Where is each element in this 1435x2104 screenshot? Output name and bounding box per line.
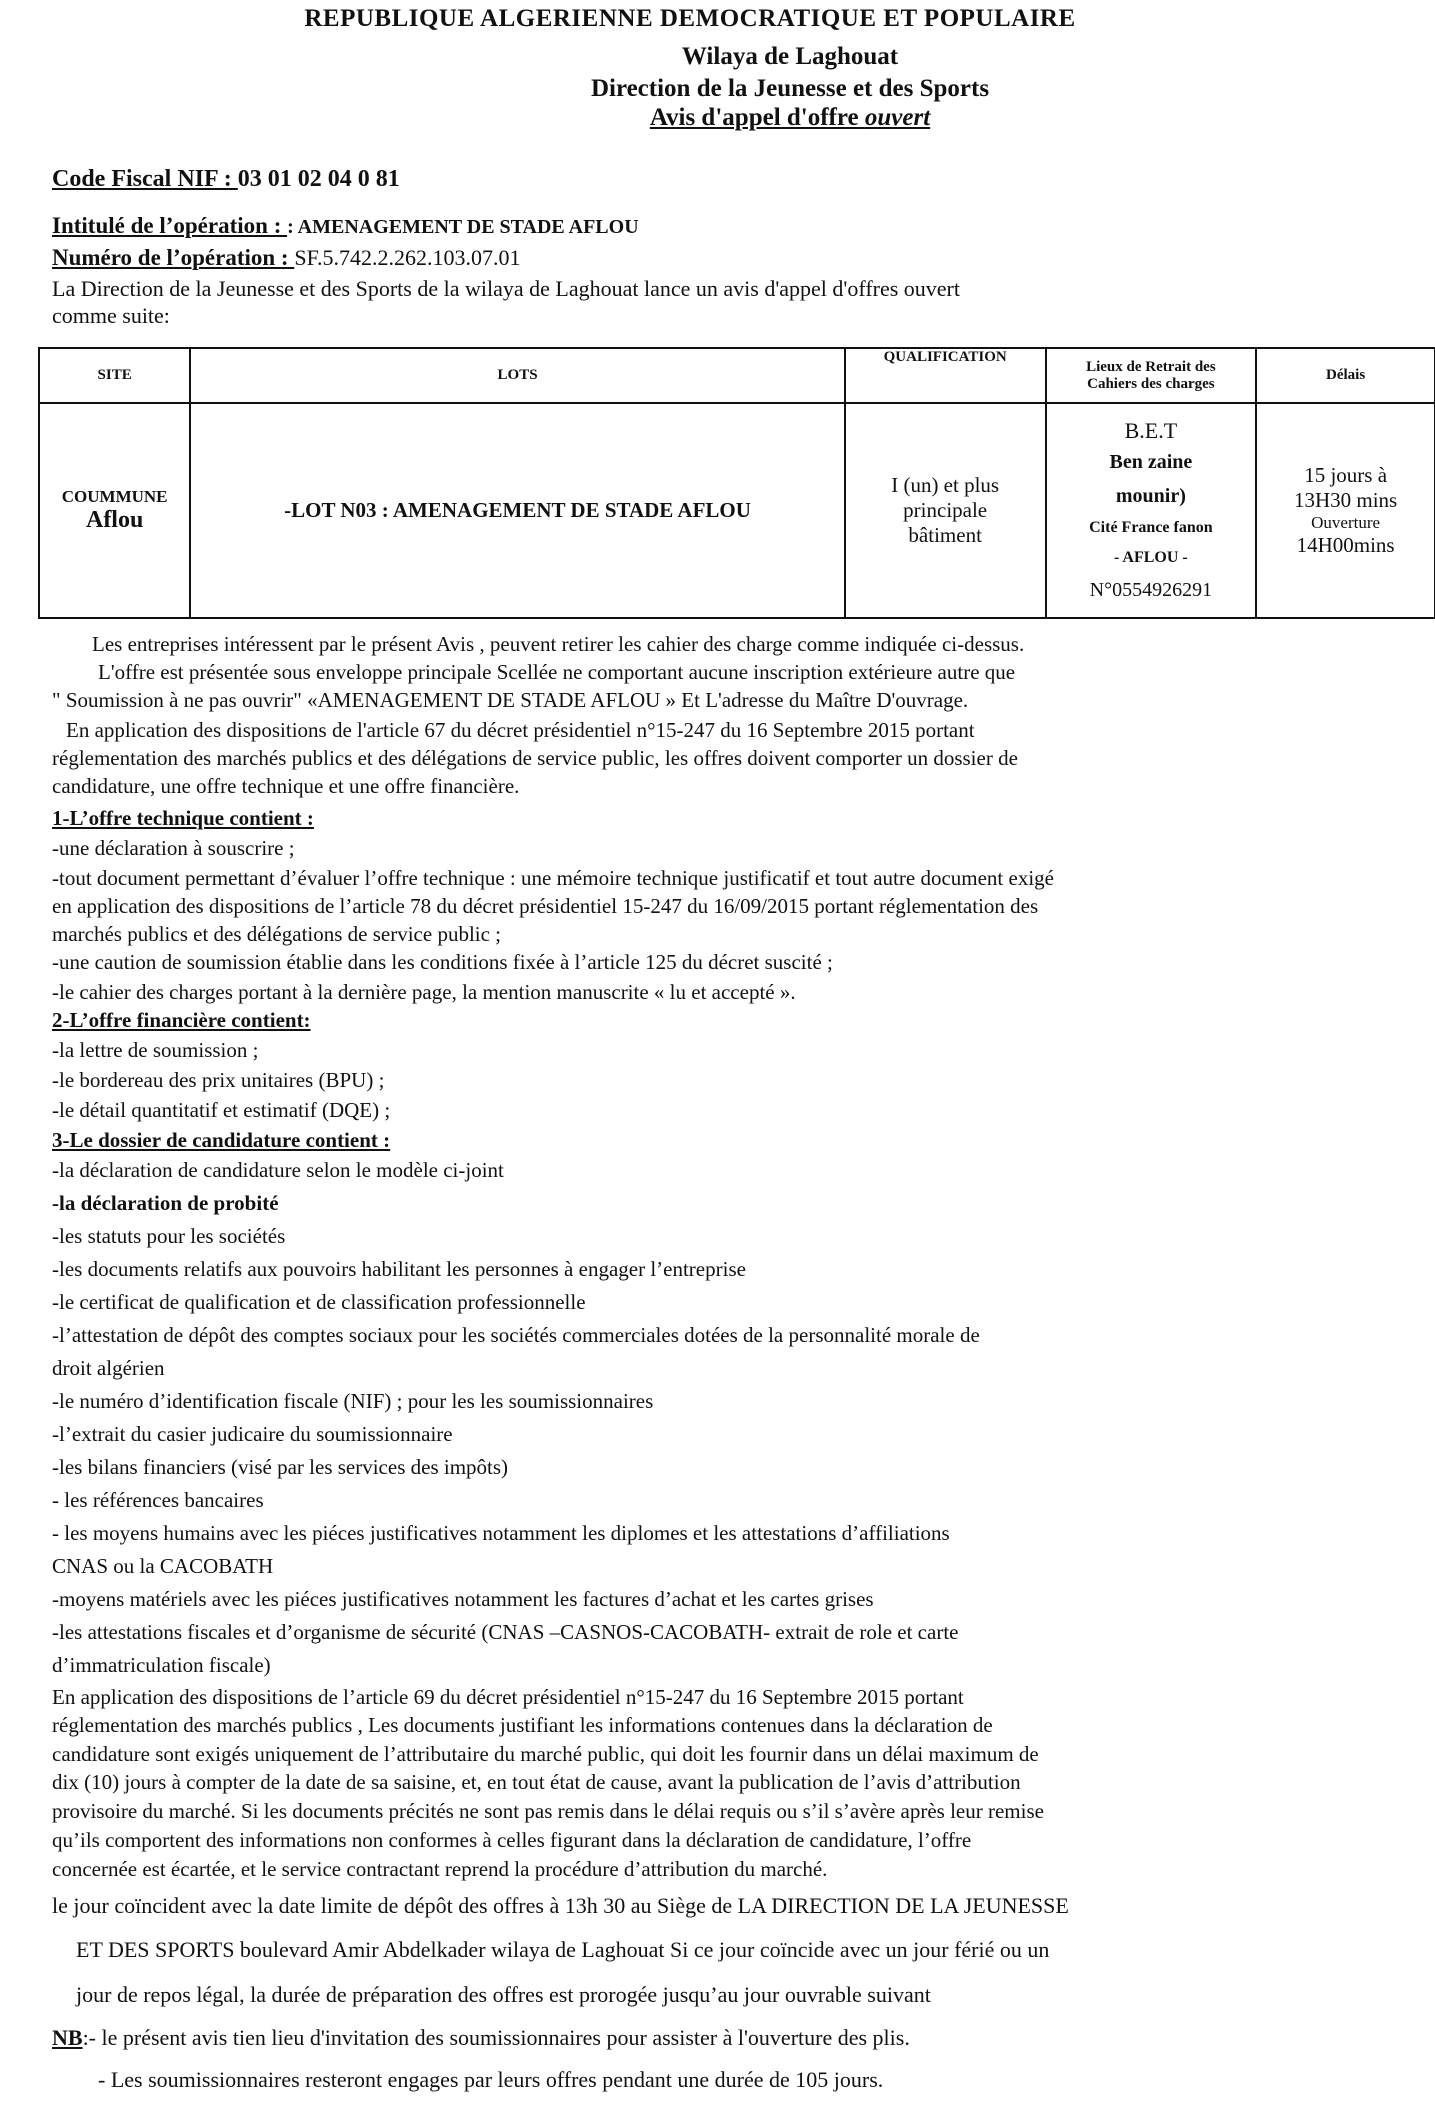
avis-text: Avis d'appel d'offre: [649, 104, 865, 131]
operation-value: : AMENAGEMENT DE STADE AFLOU: [287, 216, 639, 238]
header-site: SITE: [39, 348, 190, 403]
operation-number-label: Numéro de l’opération :: [52, 245, 295, 270]
article-69-line-4: dix (10) jours à compter de la date de sa saisine, et, en tout état de cause, avant la publication de l’avis d’attribution: [52, 1770, 1021, 1794]
operation-number-line: [52, 245, 521, 271]
technical-item-1: -une déclaration à souscrire ;: [52, 836, 295, 860]
lieu-name-1: Ben zaine: [1109, 450, 1193, 473]
para-6: candidature, une offre technique et une offre financière.: [52, 774, 520, 798]
nb-text-1: :- le présent avis tien lieu d'invitation des soumissionnaires pour assister à l'ouverture des plis.: [82, 2025, 910, 2050]
candidature-item-10: -les bilans financiers (visé par les services des impôts): [52, 1455, 509, 1479]
intro-line-1: La Direction de la Jeunesse et des Sports de la wilaya de Laghouat lance un avis d'appel d'offres ouvert: [52, 276, 960, 301]
financial-item-1: -la lettre de soumission ;: [52, 1038, 259, 1062]
deposit-line-3: jour de repos légal, la durée de préparation des offres est prorogée jusqu’au jour ouvrable suivant: [76, 1982, 931, 2007]
nif-label: Code Fiscal NIF :: [52, 166, 238, 192]
header-avis: [140, 104, 1435, 132]
candidature-item-9: -l’extrait du casier judicaire du soumissionnaire: [52, 1422, 453, 1446]
candidature-item-1: -la déclaration de candidature selon le modèle ci-joint: [52, 1158, 504, 1182]
candidature-item-3: -les statuts pour les sociétés: [52, 1224, 286, 1248]
lieu-name-2: mounir): [1115, 484, 1186, 507]
article-69-line-2: réglementation des marchés publics , Les documents justifiant les informations contenues dans la déclaration de: [52, 1713, 993, 1737]
technical-item-6: -le cahier des charges portant à la dernière page, la mention manuscrite « lu et accepté ».: [52, 980, 796, 1004]
para-1: Les entreprises intéressent par le présent Avis , peuvent retirer les cahier des charge comme indiquée ci-dessus.: [92, 632, 1025, 656]
financial-item-3: -le détail quantitatif et estimatif (DQE) ;: [52, 1098, 391, 1122]
deposit-line-1: le jour coïncident avec la date limite de dépôt des offres à 13h 30 au Siège de LA DIRECTION DE LA JEUNESSE: [52, 1893, 1069, 1918]
para-2: L'offre est présentée sous enveloppe principale Scellée ne comportant aucune inscription extérieure autre que: [98, 660, 1016, 684]
candidature-item-14: -moyens matériels avec les piéces justificatives notamment les factures d’achat et les cartes grises: [52, 1587, 874, 1611]
financial-item-2: -le bordereau des prix unitaires (BPU) ;: [52, 1068, 385, 1092]
cell-delais: [1256, 403, 1435, 618]
candidature-item-13: CNAS ou la CACOBATH: [52, 1554, 274, 1578]
cell-site: [39, 403, 190, 618]
header-delais: Délais: [1256, 348, 1435, 403]
delai-line-2: 13H30 mins: [1293, 488, 1398, 512]
qual-line-2: principale: [903, 498, 988, 522]
article-69-line-1: En application des dispositions de l’article 69 du décret présidentiel n°15-247 du 16 Septembre 2015 portant: [52, 1685, 964, 1709]
operation-line: [52, 213, 639, 239]
candidature-item-12: - les moyens humains avec les piéces justificatives notamment les diplomes et les attestations d’affiliations: [52, 1521, 950, 1545]
nb-label: NB: [52, 2025, 83, 2050]
header-direction: Direction de la Jeunesse et des Sports: [590, 75, 990, 102]
technical-item-4: marchés publics et des délégations de service public ;: [52, 922, 502, 946]
technical-item-3: en application des dispositions de l’article 78 du décret présidentiel 15-247 du 16/09/2015 portant réglementation des: [52, 894, 1039, 918]
para-5: réglementation des marchés publics et des délégations de service public, les offres doivent comporter un dossier de: [52, 746, 1018, 770]
lieu-town: - AFLOU -: [1113, 548, 1188, 566]
site-city: Aflou: [85, 507, 144, 533]
delai-line-4: 14H00mins: [1296, 533, 1395, 557]
lieu-phone: N°0554926291: [1089, 578, 1213, 601]
candidature-item-5: -le certificat de qualification et de classification professionnelle: [52, 1290, 586, 1314]
header-republic: REPUBLIQUE ALGERIENNE DEMOCRATIQUE ET POPULAIRE: [304, 5, 1076, 32]
candidature-item-8: -le numéro d’identification fiscale (NIF) ; pour les les soumissionnaires: [52, 1389, 654, 1413]
section-candidature-title: 3-Le dossier de candidature contient :: [52, 1128, 391, 1152]
cell-qualification: [845, 403, 1046, 618]
nif-value: 03 01 02 04 0 81: [237, 166, 400, 192]
candidature-item-7: droit algérien: [52, 1356, 165, 1380]
table-row: [39, 403, 1435, 618]
lieu-address: Cité France fanon: [1089, 518, 1213, 536]
article-69-line-7: concernée est écartée, et le service contractant reprend la procédure d’attribution du marché.: [52, 1857, 828, 1881]
header-lieux: [1046, 348, 1257, 403]
lieu-bet: B.E.T: [1124, 417, 1178, 443]
qual-line-1: I (un) et plus: [891, 473, 1000, 497]
section-technical-title: 1-L’offre technique contient :: [52, 806, 314, 830]
delai-line-3: Ouverture: [1311, 513, 1381, 532]
cell-lieux: [1046, 403, 1257, 618]
lots-table: [38, 347, 1435, 619]
deposit-line-2: ET DES SPORTS boulevard Amir Abdelkader wilaya de Laghouat Si ce jour coïncide avec un jour férié ou un: [76, 1937, 1050, 1962]
para-4: En application des dispositions de l'article 67 du décret présidentiel n°15-247 du 16 Septembre 2015 portant: [66, 718, 975, 742]
header-lieux-2: Cahiers des charges: [1087, 375, 1215, 392]
nb-line-2: - Les soumissionnaires resteront engages par leurs offres pendant une durée de 105 jours.: [98, 2067, 884, 2092]
nif-line: [52, 166, 400, 193]
candidature-item-16: d’immatriculation fiscale): [52, 1653, 271, 1677]
header-wilaya: Wilaya de Laghouat: [681, 43, 899, 70]
header-qualification: QUALIFICATION: [845, 348, 1046, 403]
header-lieux-1: Lieux de Retrait des: [1086, 358, 1216, 375]
operation-number-value: SF.5.742.2.262.103.07.01: [294, 245, 521, 270]
candidature-item-15: -les attestations fiscales et d’organisme de sécurité (CNAS –CASNOS-CACOBATH- extrait de role et carte: [52, 1620, 959, 1644]
technical-item-5: -une caution de soumission établie dans les conditions fixée à l’article 125 du décret suscité ;: [52, 950, 833, 974]
candidature-item-6: -l’attestation de dépôt des comptes sociaux pour les sociétés commerciales dotées de la personnalité morale de: [52, 1323, 980, 1347]
para-3: [52, 688, 968, 713]
nb-line-1: [52, 2025, 910, 2051]
intro-line-2: comme suite:: [52, 303, 170, 328]
candidature-item-2: -la déclaration de probité: [52, 1191, 279, 1215]
header-lots: LOTS: [190, 348, 844, 403]
delai-line-1: 15 jours à: [1304, 463, 1388, 487]
qual-line-3: bâtiment: [908, 523, 982, 547]
technical-item-2: -tout document permettant d’évaluer l’offre technique : une mémoire technique justificatif et tout autre document exigé: [52, 866, 1054, 890]
table-header-row: [39, 348, 1435, 403]
candidature-item-11: - les références bancaires: [52, 1488, 264, 1512]
section-financial-title: 2-L’offre financière contient:: [52, 1008, 311, 1032]
avis-ouvert: ouvert: [864, 104, 931, 131]
article-69-line-3: candidature sont exigés uniquement de l’attributaire du marché public, qui doit les fournir dans un délai maximum de: [52, 1742, 1039, 1766]
article-69-line-6: qu’ils comportent des informations non conformes à celles figurant dans la déclaration de candidature, l’offre: [52, 1828, 972, 1852]
candidature-item-4: -les documents relatifs aux pouvoirs habilitant les personnes à engager l’entreprise: [52, 1257, 746, 1281]
article-69-line-5: provisoire du marché. Si les documents précités ne sont pas remis dans le délai requis ou s’il s’avère après leur remise: [52, 1799, 1044, 1823]
site-commune: COUMMUNE: [61, 487, 168, 506]
para-3-text: " Soumission à ne pas ouvrir" «AMENAGEMENT DE STADE AFLOU » Et L'adresse du Maître D'ouvrage.: [52, 688, 969, 712]
cell-lot: -LOT N03 : AMENAGEMENT DE STADE AFLOU: [190, 403, 844, 618]
operation-label: Intitulé de l’opération :: [52, 213, 288, 238]
